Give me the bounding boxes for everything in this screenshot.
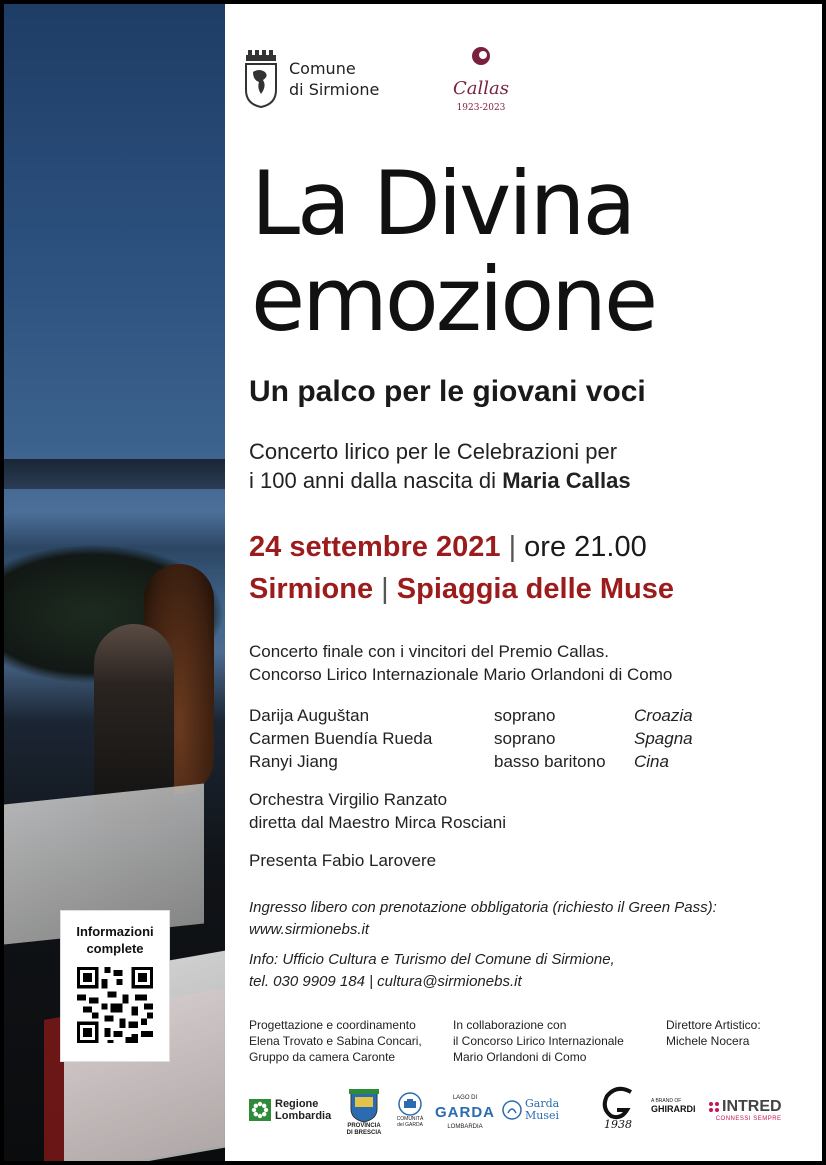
regione-line2: Lombardia xyxy=(275,1110,332,1122)
qr-label-line1: Informazioni xyxy=(76,924,154,939)
garda-text: GARDA xyxy=(435,1104,495,1121)
callas-logo-years: 1923-2023 xyxy=(456,103,506,113)
credit-line: Progettazione e coordinamento xyxy=(249,1018,416,1032)
ghirardi-logo xyxy=(651,1098,696,1114)
winner-row xyxy=(249,704,693,727)
sirmione-crest-icon xyxy=(245,50,279,108)
regione-lombardia-logo xyxy=(249,1098,331,1122)
page-title xyxy=(251,152,656,351)
winners-list xyxy=(249,704,693,773)
concerto-finale xyxy=(249,640,672,686)
photo-lake-shore xyxy=(4,459,225,489)
event-date xyxy=(249,528,647,566)
winner-voice: basso baritono xyxy=(494,752,606,771)
regione-line1: Regione xyxy=(275,1098,319,1110)
comune-name xyxy=(289,58,379,100)
winner-name: Darija Auguštan xyxy=(249,706,370,725)
garda-musei-icon xyxy=(501,1099,523,1121)
garda-musei-line2: Musei xyxy=(525,1109,560,1122)
g1938-icon xyxy=(601,1086,635,1122)
garda-lombardia-text: LOMBARDIA xyxy=(447,1124,483,1130)
credit-line: Michele Nocera xyxy=(666,1034,750,1048)
orchestra-info xyxy=(249,788,506,834)
intro-text xyxy=(249,437,631,495)
credit-line: Gruppo da camera Caronte xyxy=(249,1050,396,1064)
concert-photo xyxy=(4,4,225,1161)
subtitle: Un palco per le giovani voci xyxy=(249,375,646,408)
winner-row xyxy=(249,727,693,750)
g1938-logo xyxy=(601,1086,635,1131)
info-line1: Info: Ufficio Cultura e Turismo del Comune di Sirmione, xyxy=(249,951,615,968)
concerto-line1: Concerto finale con i vincitori del Premio Callas. xyxy=(249,642,609,661)
ingresso-info xyxy=(249,897,717,941)
winner-name: Carmen Buendía Rueda xyxy=(249,729,433,748)
callas-centenary-logo xyxy=(445,44,517,116)
garda-musei-logo xyxy=(501,1098,559,1122)
ingresso-website-link[interactable]: www.sirmionebs.it xyxy=(249,921,370,938)
title-line2: emozione xyxy=(251,248,656,351)
date-separator: | xyxy=(508,531,517,563)
callas-logo-text: Callas xyxy=(453,78,509,99)
poster-frame xyxy=(4,4,822,1161)
credits-collaborazione xyxy=(453,1017,624,1065)
credit-line: Direttore Artistico: xyxy=(666,1018,761,1032)
intred-tagline: CONNESSI SEMPRE xyxy=(715,1116,782,1122)
poster-content xyxy=(245,4,822,1161)
ghirardi-text: GHIRARDI xyxy=(651,1104,696,1114)
comunita-garda-icon xyxy=(398,1092,422,1116)
winner-voice: soprano xyxy=(494,729,556,748)
qr-label xyxy=(61,923,169,957)
orchestra-line1: Orchestra Virgilio Ranzato xyxy=(249,790,448,809)
place-venue: Spiaggia delle Muse xyxy=(396,573,674,605)
lago-di-garda-logo xyxy=(435,1092,495,1133)
winner-country: Croazia xyxy=(634,706,693,725)
header-logos xyxy=(245,44,545,124)
credit-line: il Concorso Lirico Internazionale xyxy=(453,1034,624,1048)
info-line2[interactable]: tel. 030 9909 184 | cultura@sirmionebs.it xyxy=(249,973,522,990)
comune-line2: di Sirmione xyxy=(289,80,380,99)
credits-coordinamento xyxy=(249,1017,422,1065)
credits-direttore xyxy=(666,1017,761,1049)
intro-line2 xyxy=(249,466,631,495)
qr-info-box[interactable] xyxy=(60,910,170,1062)
place-city: Sirmione xyxy=(249,573,374,605)
comunita-garda-logo xyxy=(395,1092,425,1128)
provincia-crest-icon xyxy=(349,1089,379,1123)
credit-line: In collaborazione con xyxy=(453,1018,567,1032)
time-text: ore 21.00 xyxy=(524,531,647,563)
sponsor-logos xyxy=(245,1084,822,1144)
intred-text: INTRED xyxy=(722,1098,782,1115)
intro-line1: Concerto lirico per le Celebrazioni per xyxy=(249,439,618,464)
comune-di-sirmione-logo xyxy=(245,50,379,108)
comune-line1: Comune xyxy=(289,59,356,78)
ghirardi-top-text: A BRAND OF xyxy=(651,1098,682,1104)
garda-musei-line1: Garda xyxy=(525,1097,560,1110)
concerto-line2: Concorso Lirico Internazionale Mario Orlandoni di Como xyxy=(249,665,673,684)
presenter: Presenta Fabio Larovere xyxy=(249,851,437,870)
orchestra-line2: diretta dal Maestro Mirca Rosciani xyxy=(249,813,506,832)
intred-dots-icon xyxy=(708,1101,720,1113)
ingresso-line1: Ingresso libero con prenotazione obbligatoria (richiesto il Green Pass): xyxy=(249,899,717,916)
provincia-text: PROVINCIA DI BRESCIA xyxy=(346,1123,382,1136)
intred-logo xyxy=(708,1098,782,1122)
provincia-brescia-logo xyxy=(346,1089,382,1137)
credit-line: Elena Trovato e Sabina Concari, xyxy=(249,1034,422,1048)
qr-label-line2: complete xyxy=(86,941,144,956)
g1938-text: 1938 xyxy=(604,1118,632,1131)
event-place xyxy=(249,570,674,608)
intro-line2-prefix: i 100 anni dalla nascita di xyxy=(249,468,497,493)
info-contacts xyxy=(249,949,615,993)
qr-code-icon[interactable] xyxy=(77,967,153,1043)
winner-voice: soprano xyxy=(494,706,556,725)
winner-name: Ranyi Jiang xyxy=(249,752,338,771)
winner-country: Spagna xyxy=(634,729,693,748)
title-line1: La Divina xyxy=(251,152,634,255)
comunita-text: COMUNITÀ del GARDA xyxy=(396,1116,424,1128)
winner-country: Cina xyxy=(634,752,669,771)
intro-maria-callas: Maria Callas xyxy=(502,468,631,493)
place-separator: | xyxy=(381,573,389,605)
date-text: 24 settembre 2021 xyxy=(249,531,501,563)
lombardia-rose-icon xyxy=(249,1099,271,1121)
credit-line: Mario Orlandoni di Como xyxy=(453,1050,587,1064)
winner-row xyxy=(249,750,693,773)
lago-di-text: LAGO DI xyxy=(452,1095,478,1101)
